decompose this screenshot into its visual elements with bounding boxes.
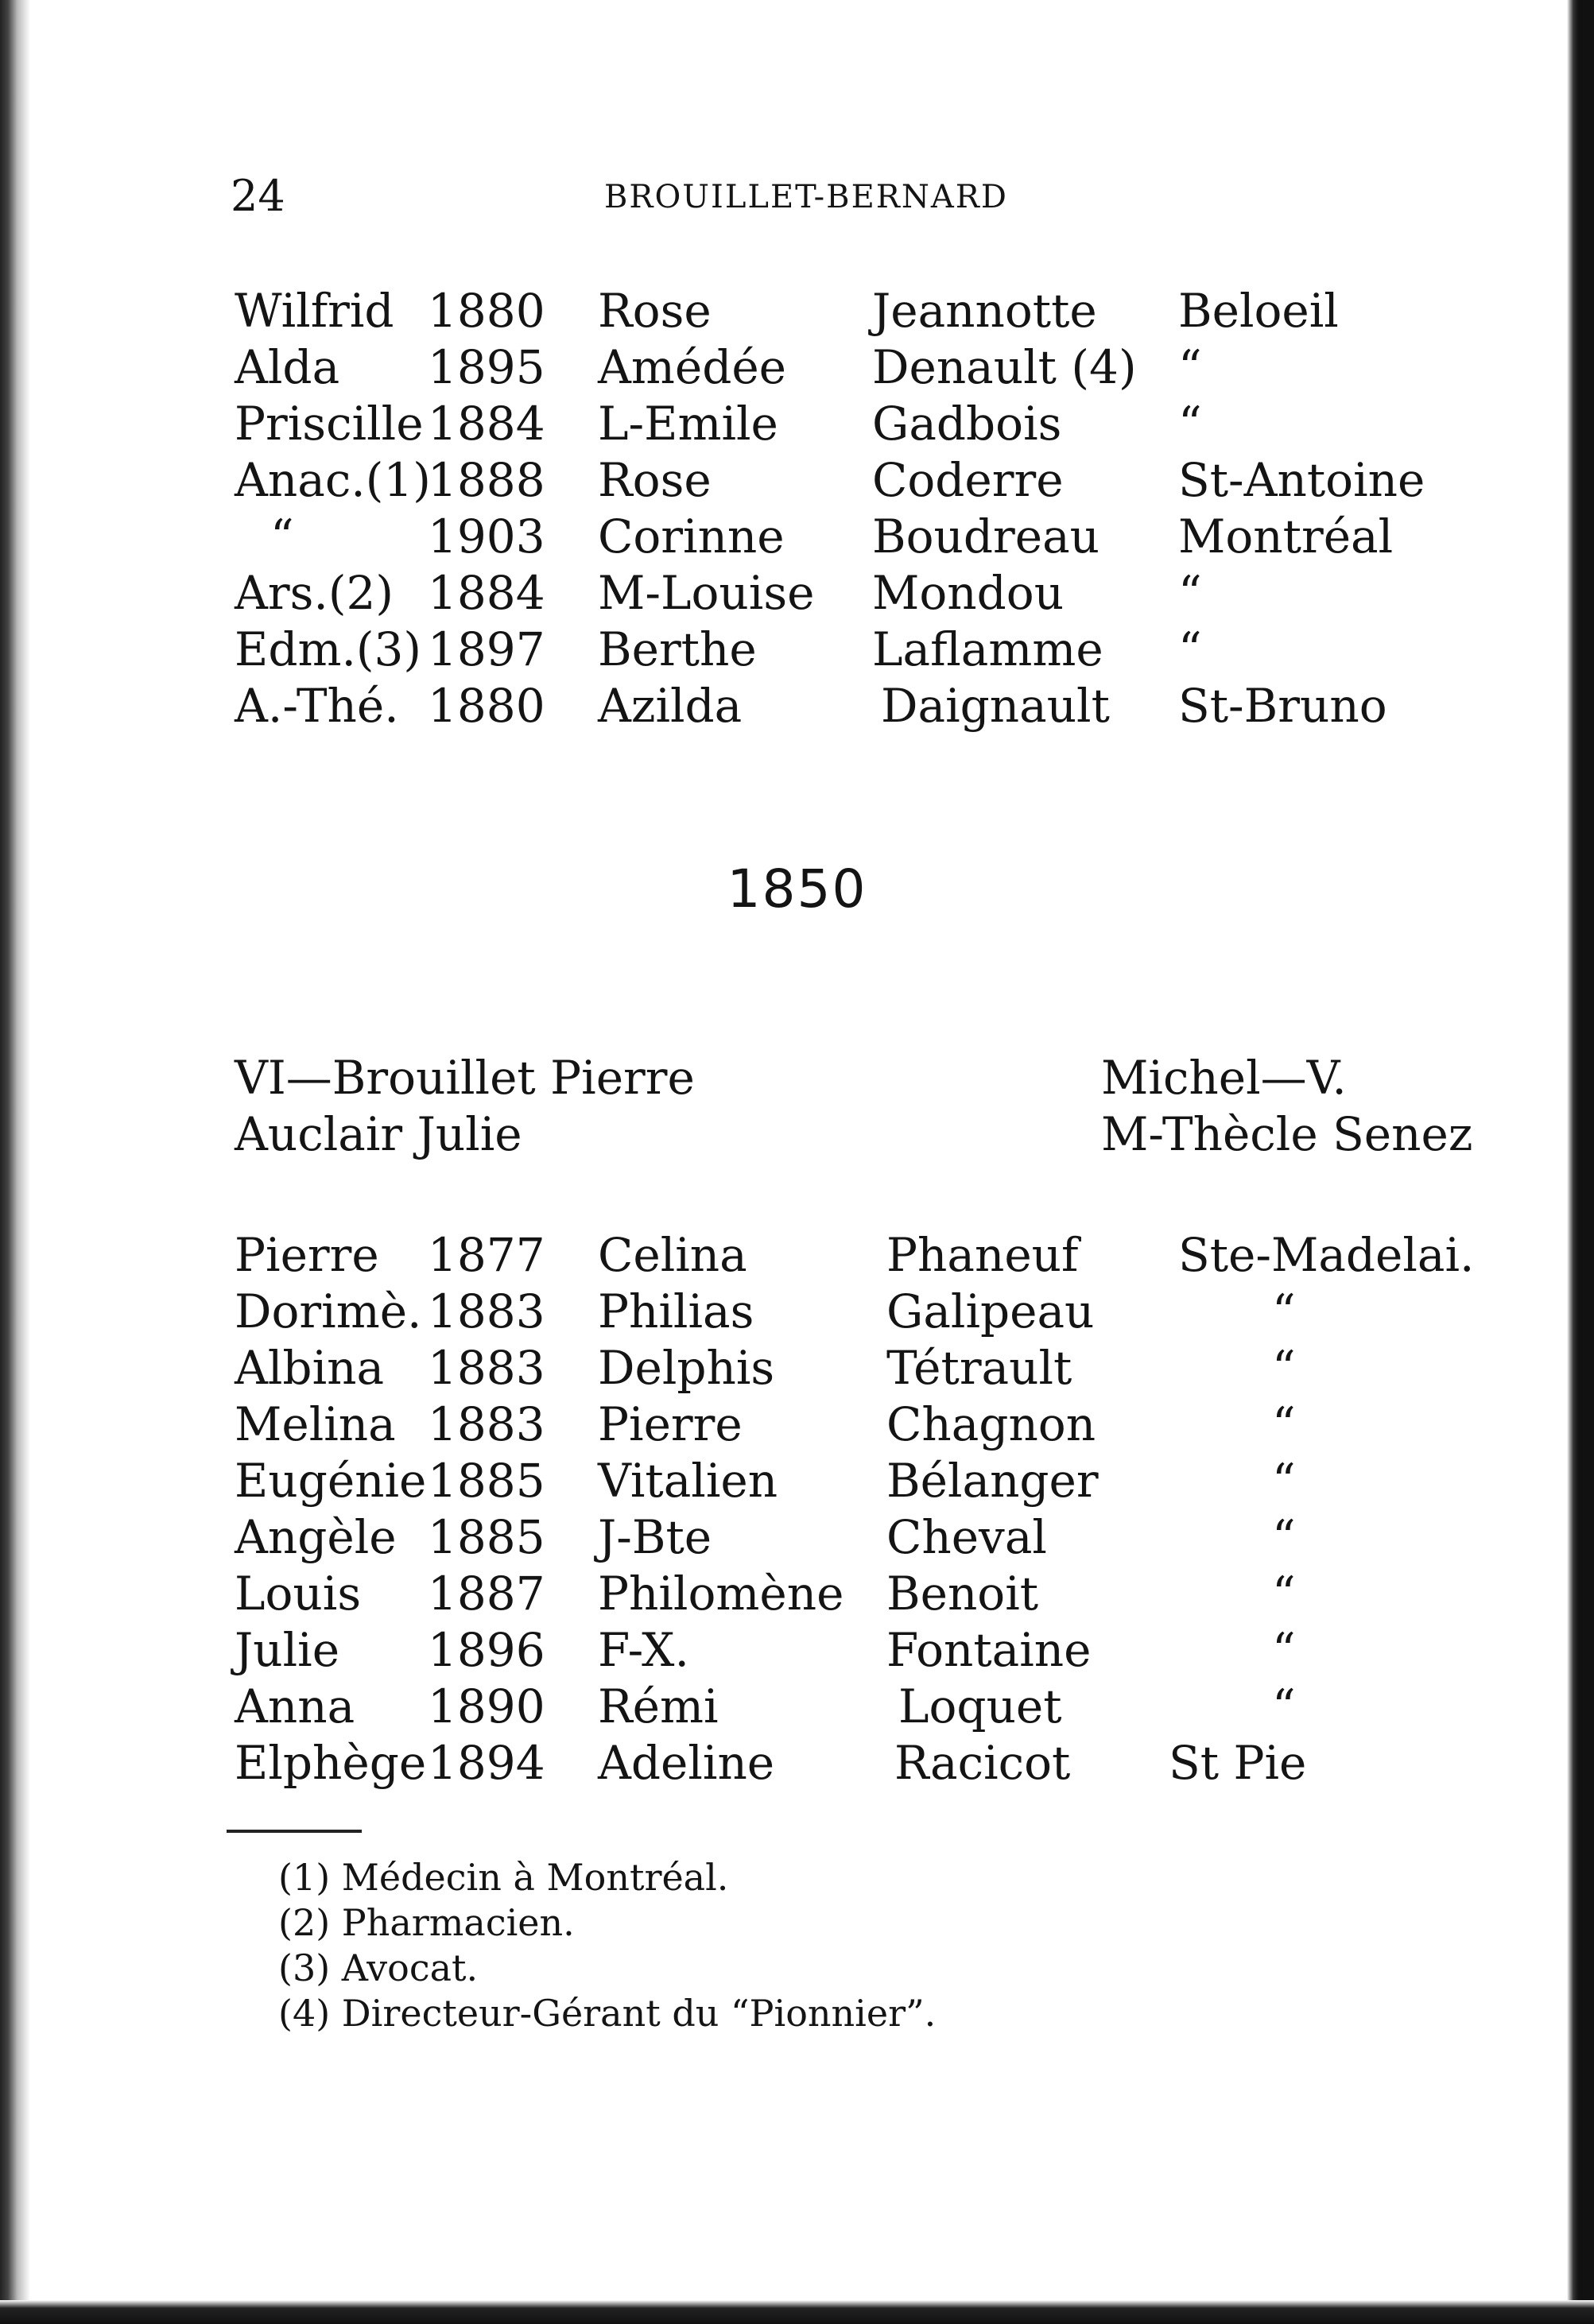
spouse-surname: Tétrault	[886, 1341, 1072, 1395]
spouse-first-name: F-X.	[598, 1623, 689, 1677]
child-name: Edm.(3)	[235, 622, 422, 676]
marriage-year: 1885	[428, 1510, 545, 1564]
parish: St Pie	[1169, 1736, 1307, 1790]
spouse-first-name: Berthe	[598, 622, 757, 676]
spouse-first-name: Vitalien	[598, 1454, 778, 1508]
child-name: Wilfrid	[235, 284, 394, 338]
spouse-surname: Fontaine	[886, 1623, 1092, 1677]
table-row	[0, 566, 1594, 622]
marriage-year: 1877	[428, 1228, 545, 1282]
table-row	[0, 397, 1594, 452]
table-row	[0, 1454, 1594, 1509]
spouse-surname: Racicot	[894, 1736, 1071, 1790]
spouse-first-name: Philomène	[598, 1567, 844, 1621]
parish: “	[1272, 1510, 1296, 1564]
parish: “	[1178, 397, 1202, 451]
spouse-surname: Galipeau	[886, 1284, 1095, 1338]
table-row	[0, 1567, 1594, 1622]
marriage-year: 1883	[428, 1341, 545, 1395]
marriage-year: 1890	[428, 1679, 545, 1733]
spouse-surname: Gadbois	[872, 397, 1062, 451]
parish: “	[1272, 1397, 1296, 1451]
spouse-first-name: Adeline	[598, 1736, 775, 1790]
parish: “	[1178, 566, 1202, 620]
spouse-first-name: Pierre	[598, 1397, 743, 1451]
marriage-year: 1884	[428, 397, 545, 451]
table-row	[0, 284, 1594, 339]
parish: “	[1178, 622, 1202, 676]
marriage-year: 1894	[428, 1736, 545, 1790]
spouse-surname: Cheval	[886, 1510, 1047, 1564]
parish: “	[1178, 340, 1202, 394]
child-name: Alda	[235, 340, 340, 394]
parish: “	[1272, 1341, 1296, 1395]
footnote: (1) Médecin à Montréal.	[278, 1856, 729, 1899]
child-name: Albina	[235, 1341, 385, 1395]
table-row	[0, 509, 1594, 565]
spouse-surname: Denault (4)	[872, 340, 1137, 394]
child-name: Anac.(1)	[235, 453, 431, 507]
marriage-year: 1903	[428, 509, 545, 564]
running-head	[231, 171, 1105, 219]
table-row	[0, 1397, 1594, 1453]
child-name: Pierre	[235, 1228, 379, 1282]
child-name: Priscille	[235, 397, 424, 451]
table-row	[0, 340, 1594, 396]
table-row	[0, 1228, 1594, 1284]
child-name: Julie	[235, 1623, 340, 1677]
spouse-surname: Daignault	[881, 679, 1110, 733]
spouse-first-name: Celina	[598, 1228, 747, 1282]
child-name: Anna	[235, 1679, 355, 1733]
table-row	[0, 1510, 1594, 1566]
marriage-year: 1887	[428, 1567, 545, 1621]
spouse-first-name: Philias	[598, 1284, 754, 1338]
child-name: Eugénie	[235, 1454, 427, 1508]
table-row	[0, 679, 1594, 734]
page-header-title: BROUILLET-BERNARD	[604, 179, 1008, 215]
marriage-year: 1884	[428, 566, 545, 620]
page-number: 24	[231, 171, 285, 221]
parish: “	[1272, 1623, 1296, 1677]
parish: “	[1272, 1454, 1296, 1508]
parish: Montréal	[1178, 509, 1394, 564]
spouse-surname: Phaneuf	[886, 1228, 1079, 1282]
husband-name: VI—Brouillet Pierre	[235, 1051, 695, 1105]
spouse-surname: Chagnon	[886, 1397, 1096, 1451]
parish: Ste-Madelai.	[1178, 1228, 1475, 1282]
spouse-first-name: Rémi	[598, 1679, 719, 1733]
parish: “	[1272, 1284, 1296, 1338]
wife-parents: M-Thècle Senez	[1101, 1107, 1473, 1161]
spouse-surname: Bélanger	[886, 1454, 1099, 1508]
spouse-surname: Jeannotte	[872, 284, 1097, 338]
marriage-year: 1888	[428, 453, 545, 507]
child-name: Dorimè.	[235, 1284, 422, 1338]
spouse-first-name: Rose	[598, 453, 712, 507]
marriage-year: 1880	[428, 284, 545, 338]
spouse-first-name: J-Bte	[598, 1510, 712, 1564]
spouse-first-name: Rose	[598, 284, 712, 338]
spouse-surname: Coderre	[872, 453, 1064, 507]
marriage-year: 1880	[428, 679, 545, 733]
parish: Beloeil	[1178, 284, 1339, 338]
table-row	[0, 453, 1594, 509]
table-row	[0, 1284, 1594, 1340]
spouse-first-name: Corinne	[598, 509, 785, 564]
table-row	[0, 1679, 1594, 1735]
footnote: (3) Avocat.	[278, 1946, 479, 1989]
scan-edge-bottom	[0, 2300, 1594, 2324]
footnote-rule	[227, 1830, 362, 1833]
spouse-surname: Loquet	[898, 1679, 1062, 1733]
footnote: (2) Pharmacien.	[278, 1901, 575, 1944]
footnote: (4) Directeur-Gérant du “Pionnier”.	[278, 1992, 937, 2035]
spouse-first-name: Amédée	[598, 340, 786, 394]
parish: “	[1272, 1567, 1296, 1621]
table-row	[0, 1341, 1594, 1396]
table-row	[0, 1736, 1594, 1791]
marriage-year: 1883	[428, 1397, 545, 1451]
year-heading: 1850	[727, 858, 867, 920]
marriage-year: 1895	[428, 340, 545, 394]
spouse-surname: Laflamme	[872, 622, 1103, 676]
child-name: Ars.(2)	[235, 566, 394, 620]
marriage-year: 1885	[428, 1454, 545, 1508]
table-row	[0, 1623, 1594, 1679]
spouse-surname: Benoit	[886, 1567, 1039, 1621]
child-name: Elphège	[235, 1736, 427, 1790]
spouse-surname: Mondou	[872, 566, 1065, 620]
spouse-surname: Boudreau	[872, 509, 1100, 564]
marriage-year: 1896	[428, 1623, 545, 1677]
parish: St-Bruno	[1178, 679, 1387, 733]
spouse-first-name: M-Louise	[598, 566, 815, 620]
child-name: Melina	[235, 1397, 396, 1451]
marriage-year: 1897	[428, 622, 545, 676]
spouse-first-name: Delphis	[598, 1341, 775, 1395]
child-name: Angèle	[235, 1510, 397, 1564]
table-row	[0, 622, 1594, 678]
spouse-first-name: L-Emile	[598, 397, 778, 451]
marriage-year: 1883	[428, 1284, 545, 1338]
child-name: “	[270, 509, 294, 564]
parish: “	[1272, 1679, 1296, 1733]
spouse-first-name: Azilda	[598, 679, 743, 733]
child-name: Louis	[235, 1567, 362, 1621]
parish: St-Antoine	[1178, 453, 1425, 507]
husband-parents: Michel—V.	[1101, 1051, 1347, 1105]
wife-name: Auclair Julie	[235, 1107, 522, 1161]
child-name: A.-Thé.	[235, 679, 399, 733]
